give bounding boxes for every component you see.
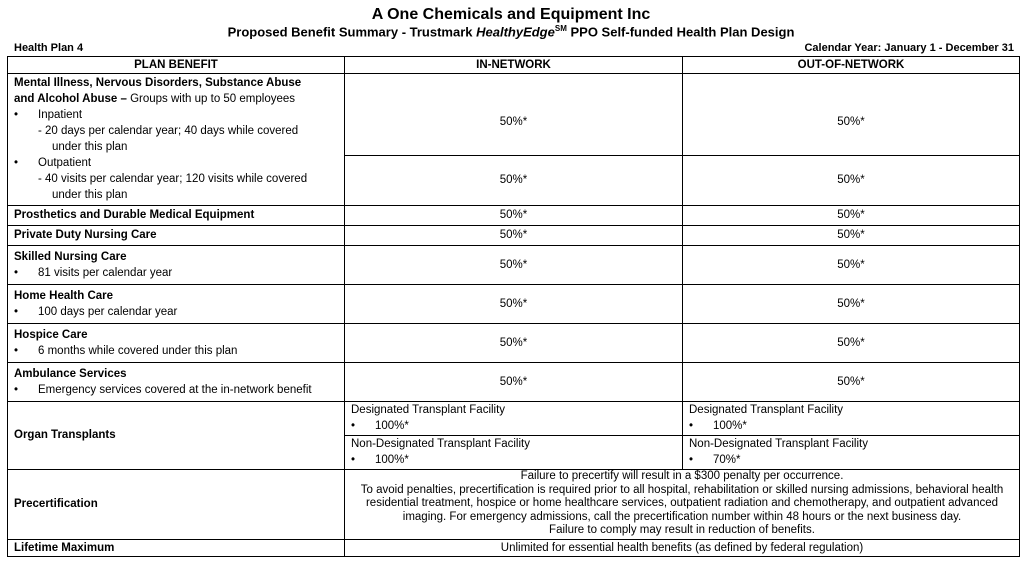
skilled-nursing-label: Skilled Nursing Care [14,250,127,263]
column-header-out-of-network: OUT-OF-NETWORK [683,57,1020,74]
ambulance-benefit [8,362,345,401]
table-row [8,539,1020,556]
subtitle-brand: HealthyEdge [476,24,555,40]
lifetime-maximum-value: Unlimited for essential health benefits (as defined by federal regulation) [345,539,1020,556]
transplant-in-non-designated-value: • 100%* [351,452,676,468]
table-header-row [8,57,1020,74]
table-row [8,205,1020,225]
table-row [8,362,1020,401]
mental-health-title-2: and Alcohol Abuse – [14,93,127,105]
precertification-compliance: Failure to comply may result in reduction of benefits. [549,524,815,537]
prosthetics-out-of-network: 50%* [683,205,1020,225]
table-row [8,469,1020,539]
home-health-out-of-network: 50%* [683,284,1020,323]
outpatient-detail-2: under this plan [52,189,128,201]
transplant-in-designated [345,401,683,435]
skilled-nursing-in-network: 50%* [345,245,683,284]
transplant-in-designated-label: Designated Transplant Facility [351,404,506,416]
ambulance-label: Ambulance Services [14,367,127,380]
table-row [8,155,1020,205]
table-row [8,284,1020,323]
skilled-nursing-detail: • 81 visits per calendar year [14,265,338,281]
subtitle-prefix: Proposed Benefit Summary - Trustmark [227,24,477,40]
subtitle-service-mark: SM [554,24,567,33]
transplant-in-non-designated [345,435,683,469]
subtitle-suffix: PPO Self-funded Health Plan Design [566,24,795,40]
transplant-out-designated-label: Designated Transplant Facility [689,404,844,416]
precertification-requirements: To avoid penalties, precertification is required prior to all hospital, rehabilitation or skilled nursing admissions, behavioral health residential treatment, hospice or home healthcare services, outpatient radiation and chemotherapy, and outpatient advanced imaging. For emergency admissions, call the precertification number within 48 hours or the next business day. [360,483,1004,523]
outpatient-out-of-network: 50%* [683,155,1020,205]
precertification-text [345,469,1020,539]
skilled-nursing-benefit [8,245,345,284]
home-health-label: Home Health Care [14,289,114,302]
transplant-out-designated-value: • 100%* [689,418,1013,434]
transplant-out-non-designated-label: Non-Designated Transplant Facility [689,438,868,450]
table-row [8,245,1020,284]
document-subtitle [0,24,1022,39]
nursing-label: Private Duty Nursing Care [8,225,345,245]
prosthetics-label: Prosthetics and Durable Medical Equipment [8,205,345,225]
table-row [8,323,1020,362]
plan-name: Health Plan 4 [14,42,84,54]
organ-transplants-label: Organ Transplants [8,401,345,469]
inpatient-label: • Inpatient [14,107,338,123]
outpatient-in-network: 50%* [345,155,683,205]
transplant-out-non-designated [683,435,1020,469]
column-header-plan-benefit: PLAN BENEFIT [8,57,345,74]
home-health-benefit [8,284,345,323]
transplant-in-non-designated-label: Non-Designated Transplant Facility [351,438,530,450]
table-row [8,74,1020,156]
hospice-detail: • 6 months while covered under this plan [14,343,338,359]
inpatient-out-of-network: 50%* [683,74,1020,156]
transplant-in-designated-value: • 100%* [351,418,676,434]
table-row [8,225,1020,245]
mental-health-benefit [8,74,345,156]
inpatient-in-network: 50%* [345,74,683,156]
transplant-out-non-designated-value: • 70%* [689,452,1013,468]
outpatient-label: • Outpatient [14,155,338,171]
hospice-label: Hospice Care [14,328,88,341]
skilled-nursing-out-of-network: 50%* [683,245,1020,284]
inpatient-detail-2: under this plan [52,141,128,153]
ambulance-in-network: 50%* [345,362,683,401]
table-row [8,401,1020,435]
hospice-benefit [8,323,345,362]
outpatient-detail: - 40 visits per calendar year; 120 visits while covered [38,173,308,185]
precertification-penalty: Failure to precertify will result in a $300 penalty per occurrence. [520,470,844,483]
ambulance-detail: • Emergency services covered at the in-network benefit [14,382,338,398]
calendar-year: Calendar Year: January 1 - December 31 [804,42,1014,54]
home-health-in-network: 50%* [345,284,683,323]
mental-health-title: Mental Illness, Nervous Disorders, Substance Abuse [14,77,302,89]
mental-health-group-note: Groups with up to 50 employees [126,93,296,105]
company-name: A One Chemicals and Equipment Inc [371,6,651,23]
home-health-detail: • 100 days per calendar year [14,304,338,320]
precertification-label: Precertification [8,469,345,539]
outpatient-benefit [8,155,345,205]
hospice-out-of-network: 50%* [683,323,1020,362]
transplant-out-designated [683,401,1020,435]
hospice-in-network: 50%* [345,323,683,362]
ambulance-out-of-network: 50%* [683,362,1020,401]
inpatient-detail: - 20 days per calendar year; 40 days while covered [38,125,299,137]
column-header-in-network: IN-NETWORK [345,57,683,74]
prosthetics-in-network: 50%* [345,205,683,225]
nursing-in-network: 50%* [345,225,683,245]
nursing-out-of-network: 50%* [683,225,1020,245]
lifetime-maximum-label: Lifetime Maximum [8,539,345,556]
benefit-table [7,56,1020,557]
